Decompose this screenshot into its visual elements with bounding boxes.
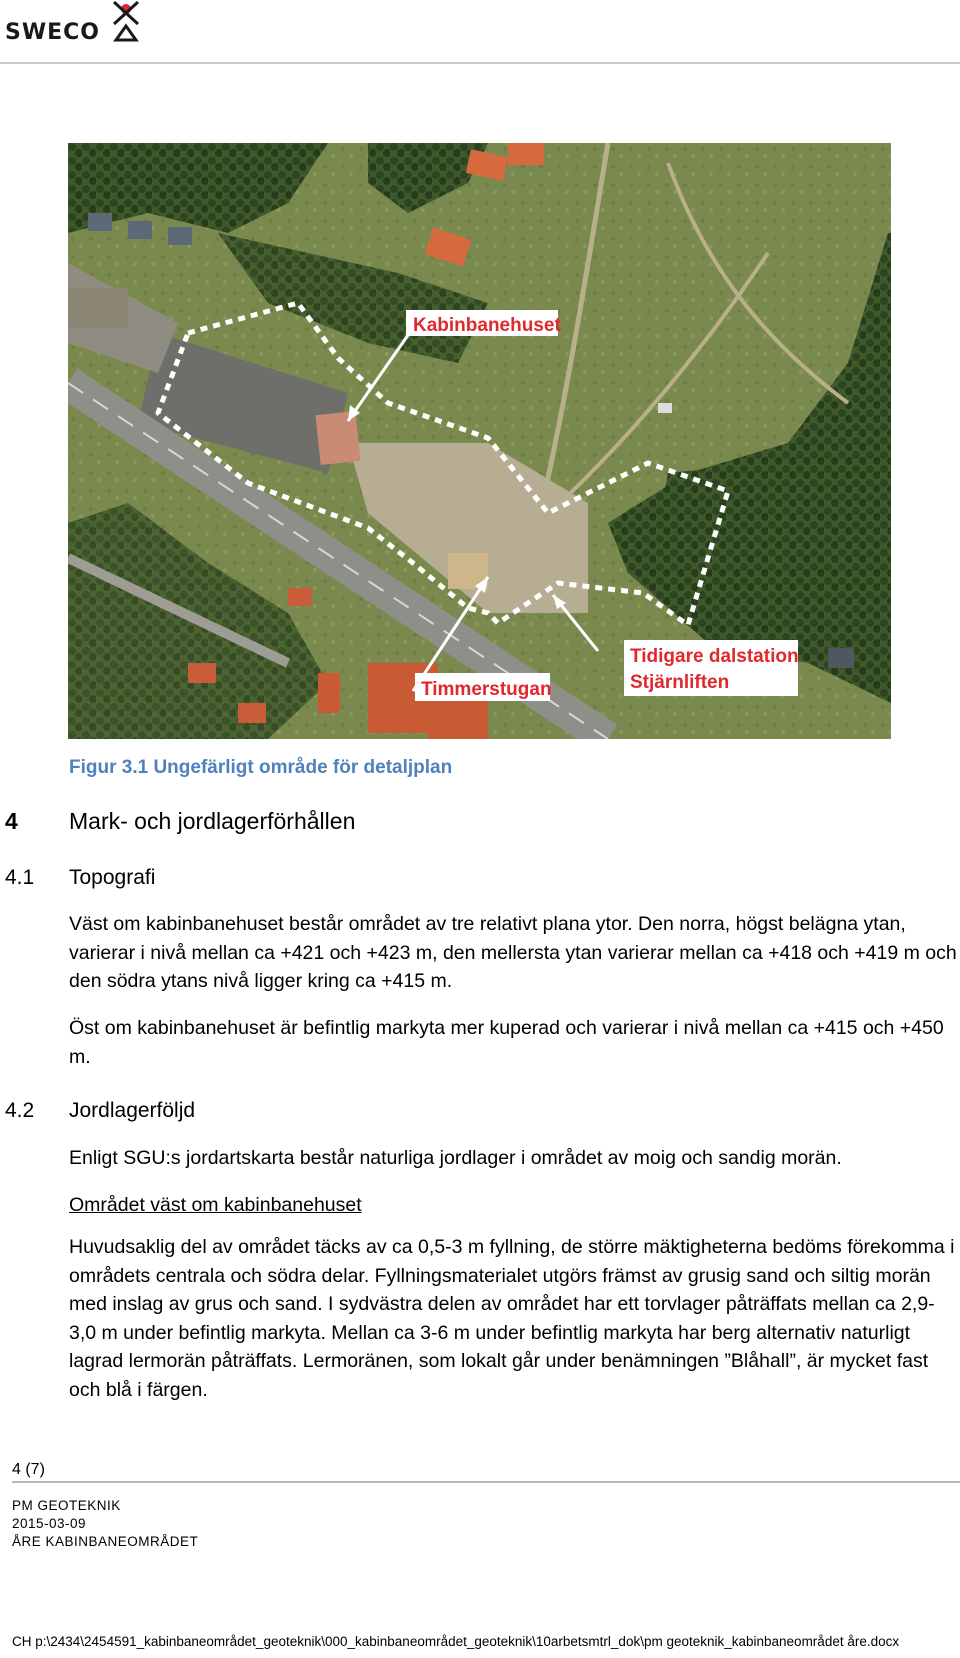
aerial-map xyxy=(68,143,891,739)
topografi-paragraph-1: Väst om kabinbanehuset består området av tre relativt plana ytor. Den norra, högst belägna ytan, varierar i nivå mellan ca +421 och +423 m, den mellersta ytan varierar mellan ca +418 och +419 m och den södra ytans nivå ligger kring ca +415 m. xyxy=(69,913,957,992)
header-divider xyxy=(0,62,960,64)
jordlager-paragraph-2: Huvudsaklig del av området täcks av ca 0,5-3 m fyllning, de större mäktigheterna bedöms förekomma i områdets centrala och södra delar. Fyllningsmaterialet utgörs främst av grusig sand och siltig morän med inslag av grus och sand. I sydvästra delen av området har ett torvlager påträffats mellan ca 2,9-3,0 m under befintlig markyta. Mellan ca 3-6 m under befintlig markyta har berg alternativ naturligt lagrad lermorän påträffats. Lermoränen, som lokalt går under benämningen ”Blåhall”, är mycket fast och blå i färgen. xyxy=(69,1236,955,1401)
subsection-number: 4.1 xyxy=(5,866,35,889)
sweco-logo xyxy=(5,4,100,44)
subsection-title: Topografi xyxy=(69,866,156,889)
logo-text: SWECO xyxy=(5,20,100,45)
footer-project: ÅRE KABINBANEOMRÅDET xyxy=(12,1534,199,1549)
map-label-timmerstugan: Timmerstugan xyxy=(421,679,552,700)
section-number: 4 xyxy=(5,808,18,834)
footer-file-path: CH p:\2434\2454591_kabinbaneområdet_geoteknik\000_kabinbaneområdet_geoteknik\10arbetsmtrl_dok\pm geoteknik_kabinbaneområdet åre.docx xyxy=(12,1634,900,1649)
figure-caption: Figur 3.1 Ungefärligt område för detaljplan xyxy=(69,757,453,778)
map-label-tidigare-dalstation: Tidigare dalstation xyxy=(630,646,799,667)
subsection-title: Jordlagerföljd xyxy=(69,1099,196,1122)
jordlager-subheading: Området väst om kabinbanehuset xyxy=(69,1194,362,1216)
map-label-stjarnliften: Stjärnliften xyxy=(630,672,730,693)
footer-divider xyxy=(12,1481,960,1483)
subsection-number: 4.2 xyxy=(5,1099,35,1122)
map-label-kabinbanehuset: Kabinbanehuset xyxy=(413,315,561,336)
jordlager-paragraph-1: Enligt SGU:s jordartskarta består naturliga jordlager i området av moig och sandig morän. xyxy=(69,1147,842,1169)
sweco-logo-mark-icon xyxy=(110,0,142,42)
page-number: 4 (7) xyxy=(12,1461,45,1478)
topografi-paragraph-2: Öst om kabinbanehuset är befintlig markyta mer kuperad och varierar i nivå mellan ca +415 och +450 m. xyxy=(69,1017,944,1068)
footer-date: 2015-03-09 xyxy=(12,1516,87,1531)
section-title: Mark- och jordlagerförhållen xyxy=(69,808,356,834)
footer-doc-type: PM GEOTEKNIK xyxy=(12,1498,121,1513)
